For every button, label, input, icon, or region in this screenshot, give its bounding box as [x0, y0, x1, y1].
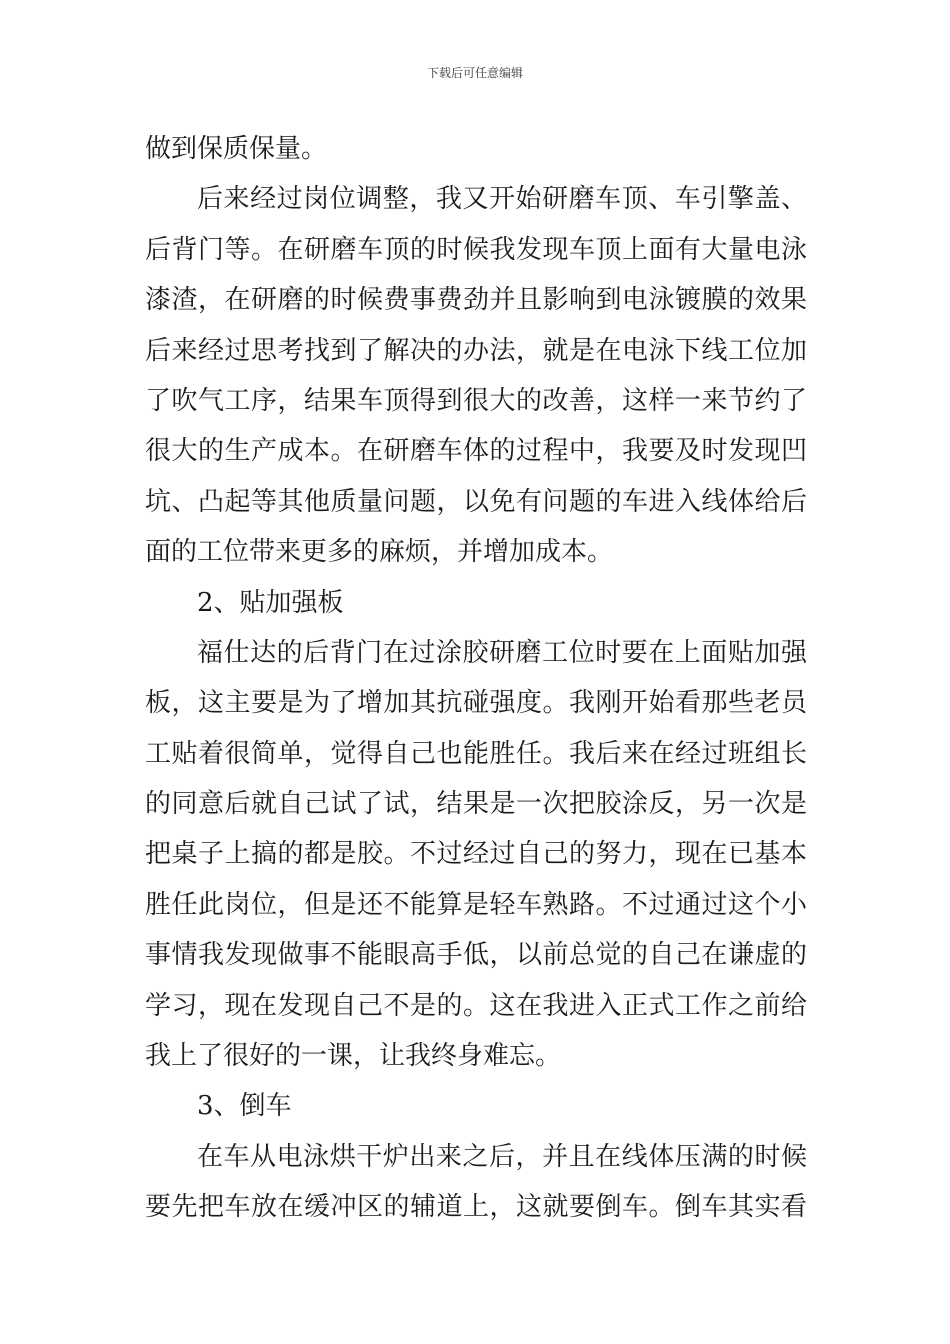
text-line: 把桌子上搞的都是胶。不过经过自己的努力，现在已基本	[145, 839, 807, 870]
text-line: 漆渣，在研磨的时候费事费劲并且影响到电泳镀膜的效果	[145, 285, 807, 316]
text-line: 后来经过思考找到了解决的办法，就是在电泳下线工位加	[145, 335, 807, 366]
paragraph-first-line: 在车从电泳烘干炉出来之后，并且在线体压满的时候	[197, 1141, 807, 1172]
text-line: 要先把车放在缓冲区的辅道上，这就要倒车。倒车其实看	[145, 1192, 807, 1223]
text-line: 事情我发现做事不能眼高手低，以前总觉的自己在谦虚的	[145, 940, 807, 971]
page-header: 下载后可任意编辑	[426, 66, 523, 80]
text-line: 胜任此岗位，但是还不能算是轻车熟路。不过通过这个小	[145, 889, 807, 920]
text-line: 板，这主要是为了增加其抗碰强度。我刚开始看那些老员	[145, 688, 807, 719]
section-heading: 3、倒车	[197, 1091, 292, 1122]
text-line: 坑、凸起等其他质量问题，以免有问题的车进入线体给后	[145, 486, 807, 517]
text-line: 做到保质保量。	[145, 134, 328, 164]
text-line: 的同意后就自己试了试，结果是一次把胶涂反，另一次是	[145, 789, 807, 820]
text-line: 了吹气工序，结果车顶得到很大的改善，这样一来节约了	[145, 385, 807, 416]
text-line: 工贴着很简单，觉得自己也能胜任。我后来在经过班组长	[145, 738, 807, 769]
text-line: 很大的生产成本。在研磨车体的过程中，我要及时发现凹	[145, 436, 807, 467]
paragraph-first-line: 后来经过岗位调整，我又开始研磨车顶、车引擎盖、	[197, 184, 807, 215]
document-body	[145, 124, 807, 1233]
text-line: 学习，现在发现自己不是的。这在我进入正式工作之前给	[145, 990, 807, 1021]
section-heading: 2、贴加强板	[197, 587, 344, 618]
text-line: 后背门等。在研磨车顶的时候我发现车顶上面有大量电泳	[145, 234, 807, 265]
text-line: 面的工位带来更多的麻烦，并增加成本。	[145, 537, 614, 568]
paragraph-first-line: 福仕达的后背门在过涂胶研磨工位时要在上面贴加强	[197, 637, 807, 668]
text-line: 我上了很好的一课，让我终身难忘。	[145, 1041, 562, 1072]
